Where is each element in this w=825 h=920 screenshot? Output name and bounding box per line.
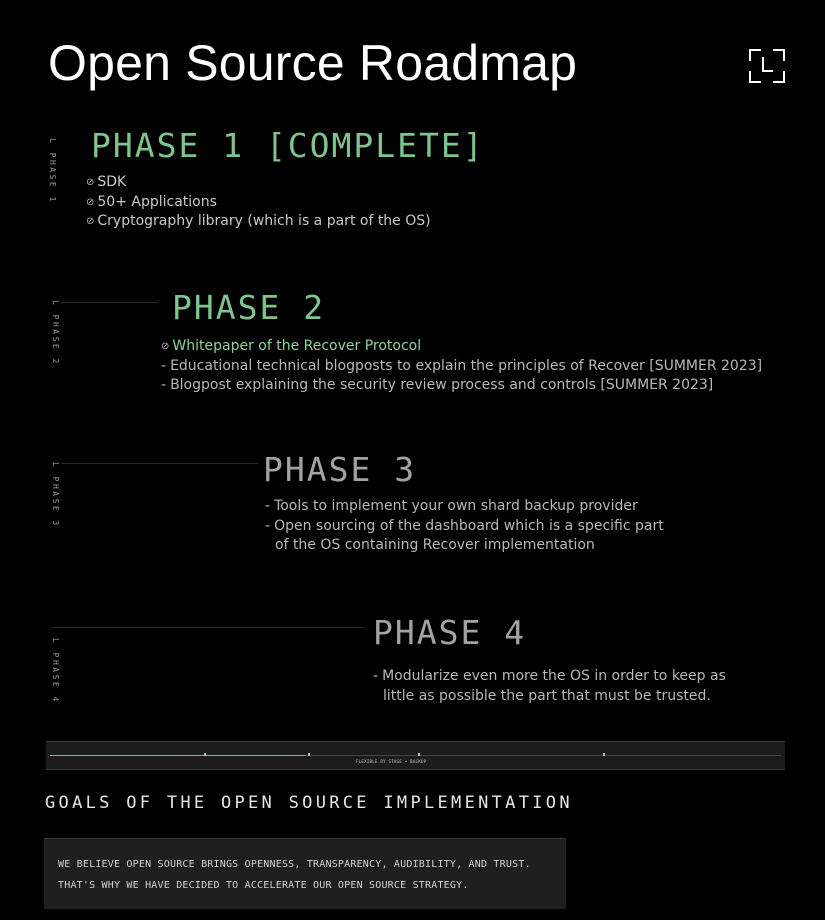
- progress-tick: [603, 753, 605, 756]
- phase-4-title: PHASE 4: [373, 613, 527, 652]
- phase-1-title: PHASE 1 [COMPLETE]: [91, 126, 485, 165]
- expand-icon[interactable]: [749, 49, 785, 83]
- check-circle-icon: ⊘: [86, 196, 95, 208]
- list-item: - Open sourcing of the dashboard which is a specific part: [265, 517, 664, 534]
- phase-2-list: [161, 337, 762, 396]
- phase-3-list: [265, 497, 664, 556]
- dash-icon: -: [373, 668, 379, 684]
- phase-4-side-label: L PHASE 4: [51, 638, 60, 704]
- list-item: - Educational technical blogposts to explain the principles of Recover [SUMMER 2023]: [161, 357, 763, 374]
- check-circle-icon: ⊘: [86, 216, 95, 227]
- list-item: - Tools to implement your own shard backup provider: [265, 498, 638, 514]
- dash-icon: -: [161, 377, 167, 393]
- phase-1-list: [86, 173, 431, 232]
- list-item: - Blogpost explaining the security review process and controls [SUMMER 2023]: [161, 377, 714, 393]
- progress-tick: [308, 753, 310, 756]
- phase-1-side-label: L PHASE 1: [48, 138, 57, 204]
- check-circle-icon: ⊘: [86, 177, 95, 188]
- phase-4-list: [373, 667, 726, 706]
- list-item: ⊘ 50+ Applications: [86, 193, 217, 210]
- dash-icon: -: [265, 517, 271, 534]
- phase-2-side-label: L PHASE 2: [51, 300, 60, 366]
- goals-text-line-2: THAT'S WHY WE HAVE DECIDED TO ACCELERATE OUR OPEN SOURCE STRATEGY.: [58, 880, 469, 891]
- page-title: Open Source Roadmap: [48, 35, 578, 91]
- list-item: of the OS containing Recover implementation: [275, 537, 595, 553]
- progress-label: FLEXIBLE BY STAGE • BACKUP: [356, 759, 427, 764]
- list-item: ⊘ Whitepaper of the Recover Protocol: [161, 338, 422, 354]
- phase-3-side-label: L PHASE 3: [51, 462, 60, 528]
- goals-heading: GOALS OF THE OPEN SOURCE IMPLEMENTATION: [45, 793, 573, 813]
- list-item: ⊘ SDK: [86, 174, 127, 190]
- progress-fill: [50, 755, 306, 756]
- list-item: - Modularize even more the OS in order to keep as: [373, 668, 726, 684]
- dash-icon: -: [265, 498, 271, 514]
- check-circle-icon: ⊘: [161, 341, 170, 352]
- list-item: little as possible the part that must be trusted.: [383, 687, 711, 704]
- phase-2-title: PHASE 2: [172, 288, 326, 327]
- list-item: ⊘ Cryptography library (which is a part of the OS): [86, 213, 431, 229]
- progress-tick: [204, 753, 206, 756]
- phase-4-connector: [52, 627, 364, 628]
- phase-3-connector: [62, 463, 258, 464]
- progress-tick: [418, 753, 420, 756]
- phase-2-connector: [60, 302, 158, 303]
- roadmap-progress-bar: [46, 741, 785, 770]
- goals-box: [44, 838, 566, 909]
- goals-text-line-1: WE BELIEVE OPEN SOURCE BRINGS OPENNESS, TRANSPARENCY, AUDIBILITY, AND TRUST.: [58, 859, 531, 870]
- dash-icon: -: [161, 357, 167, 374]
- phase-3-title: PHASE 3: [263, 450, 417, 489]
